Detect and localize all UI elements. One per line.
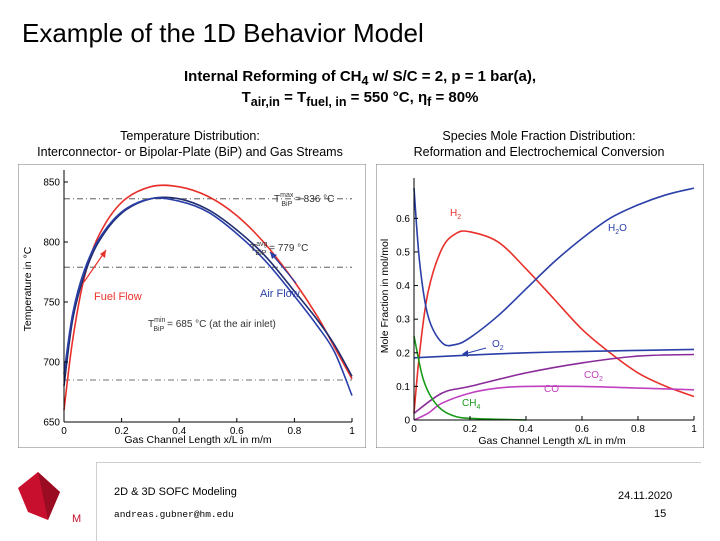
right-y-axis-label: Mole Fraction in mol/mol [379, 238, 391, 354]
left-chart-caption [12, 128, 368, 160]
temp-x-tick-label: 0.4 [172, 426, 187, 437]
temp-y-tick-label: 750 [43, 297, 60, 309]
mole-x-tick-label: 0 [411, 424, 417, 435]
mole-x-tick-label: 0.6 [575, 424, 589, 435]
temp-x-tick-label: 0.2 [114, 426, 129, 437]
temp-x-tick-label: 0.6 [229, 426, 244, 437]
mole-y-tick-label: 0.6 [396, 213, 410, 225]
mole-y-tick-label: 0 [404, 415, 410, 427]
right-chart-caption [372, 128, 706, 160]
temperature-chart [18, 164, 366, 448]
tmin-annotation: $T^{min}$ BiP = 685 °C (at the air inlet) [148, 317, 276, 333]
temp-y-tick-label: 700 [43, 357, 60, 369]
mole-y-tick-label: 0.1 [396, 381, 410, 393]
hm-logo-letter: M [72, 513, 82, 525]
subtitle-2-t1sub: air,in [250, 95, 280, 109]
mole-y-tick-label: 0.2 [396, 348, 410, 360]
subtitle-2-t: T [241, 89, 251, 106]
right-caption-line-2: Reformation and Electrochemical Conversion [413, 145, 665, 159]
temp-x-tick-label: 1 [349, 426, 355, 437]
subtitle-2-eq2: = 550 °C, [346, 89, 418, 106]
mole-x-tick-label: 0.4 [519, 424, 533, 435]
ch4-label: $CH_4$ [462, 398, 481, 411]
mole-x-tick-label: 1 [691, 424, 697, 435]
hm-logo [14, 470, 84, 530]
right-x-axis-label: Gas Channel Length x/L in m/m [478, 435, 626, 447]
subtitle-2-eta: η [417, 89, 428, 106]
subtitle-2-etasub: f [427, 95, 432, 109]
left-caption-line-1: Temperature Distribution: [120, 129, 260, 143]
temp-y-tick-label: 650 [43, 417, 60, 429]
subtitle-2-eq1: = T [279, 89, 307, 106]
mole-x-tick-label: 0.2 [463, 424, 477, 435]
tmax-annotation: $T^{max}$ BiP = 836 °C [274, 192, 335, 208]
subtitle-2-t2sub: fuel, in [306, 95, 347, 109]
tavg-annotation: $T^{avg}$ BiP = 779 °C [250, 241, 309, 257]
mole-fraction-chart [376, 164, 704, 448]
left-x-axis-label: Gas Channel Length x/L in m/m [124, 434, 272, 446]
right-caption-line-1: Species Mole Fraction Distribution: [442, 129, 636, 143]
footer-course: 2D & 3D SOFC Modeling [114, 486, 237, 498]
fuel-flow-label: Fuel Flow [94, 291, 142, 303]
footer-panel [96, 462, 701, 541]
slide-title: Example of the 1D Behavior Model [22, 18, 424, 48]
o2-label: $O_2$ [492, 339, 504, 352]
footer-email: andreas.gubner@hm.edu [114, 509, 234, 520]
subtitle-1-sub: 4 [361, 74, 369, 88]
mole-y-tick-label: 0.3 [396, 314, 410, 326]
subtitle-line-2 [0, 89, 720, 109]
temperature-chart-frame [18, 164, 366, 448]
h2o-label: $H_2O$ [608, 223, 627, 236]
subtitle-1a: Internal Reforming of CH [183, 68, 362, 85]
left-y-axis-label: Temperature in °C [22, 246, 34, 332]
co2-label: $CO_2$ [584, 370, 603, 383]
air-flow-label: Air Flow [260, 288, 300, 300]
h2-label: $H_2$ [450, 208, 462, 221]
subtitle-1b: w/ S/C = 2, p = 1 bar(a), [368, 68, 537, 85]
subtitle-line-1 [0, 68, 720, 88]
footer-page-number: 15 [654, 508, 667, 520]
co-label: CO [544, 384, 559, 395]
mole-y-tick-label: 0.4 [396, 281, 410, 293]
temp-x-tick-label: 0 [61, 426, 67, 437]
temp-y-tick-label: 800 [43, 237, 60, 249]
temp-x-tick-label: 0.8 [287, 426, 302, 437]
mole-x-tick-label: 0.8 [631, 424, 645, 435]
mole-y-tick-label: 0.5 [396, 247, 410, 259]
temp-y-tick-label: 850 [43, 177, 60, 189]
subtitle-2-end: = 80% [431, 89, 479, 106]
left-caption-line-2: Interconnector- or Bipolar-Plate (BiP) and Gas Streams [37, 145, 343, 159]
footer-date: 24.11.2020 [618, 490, 673, 502]
